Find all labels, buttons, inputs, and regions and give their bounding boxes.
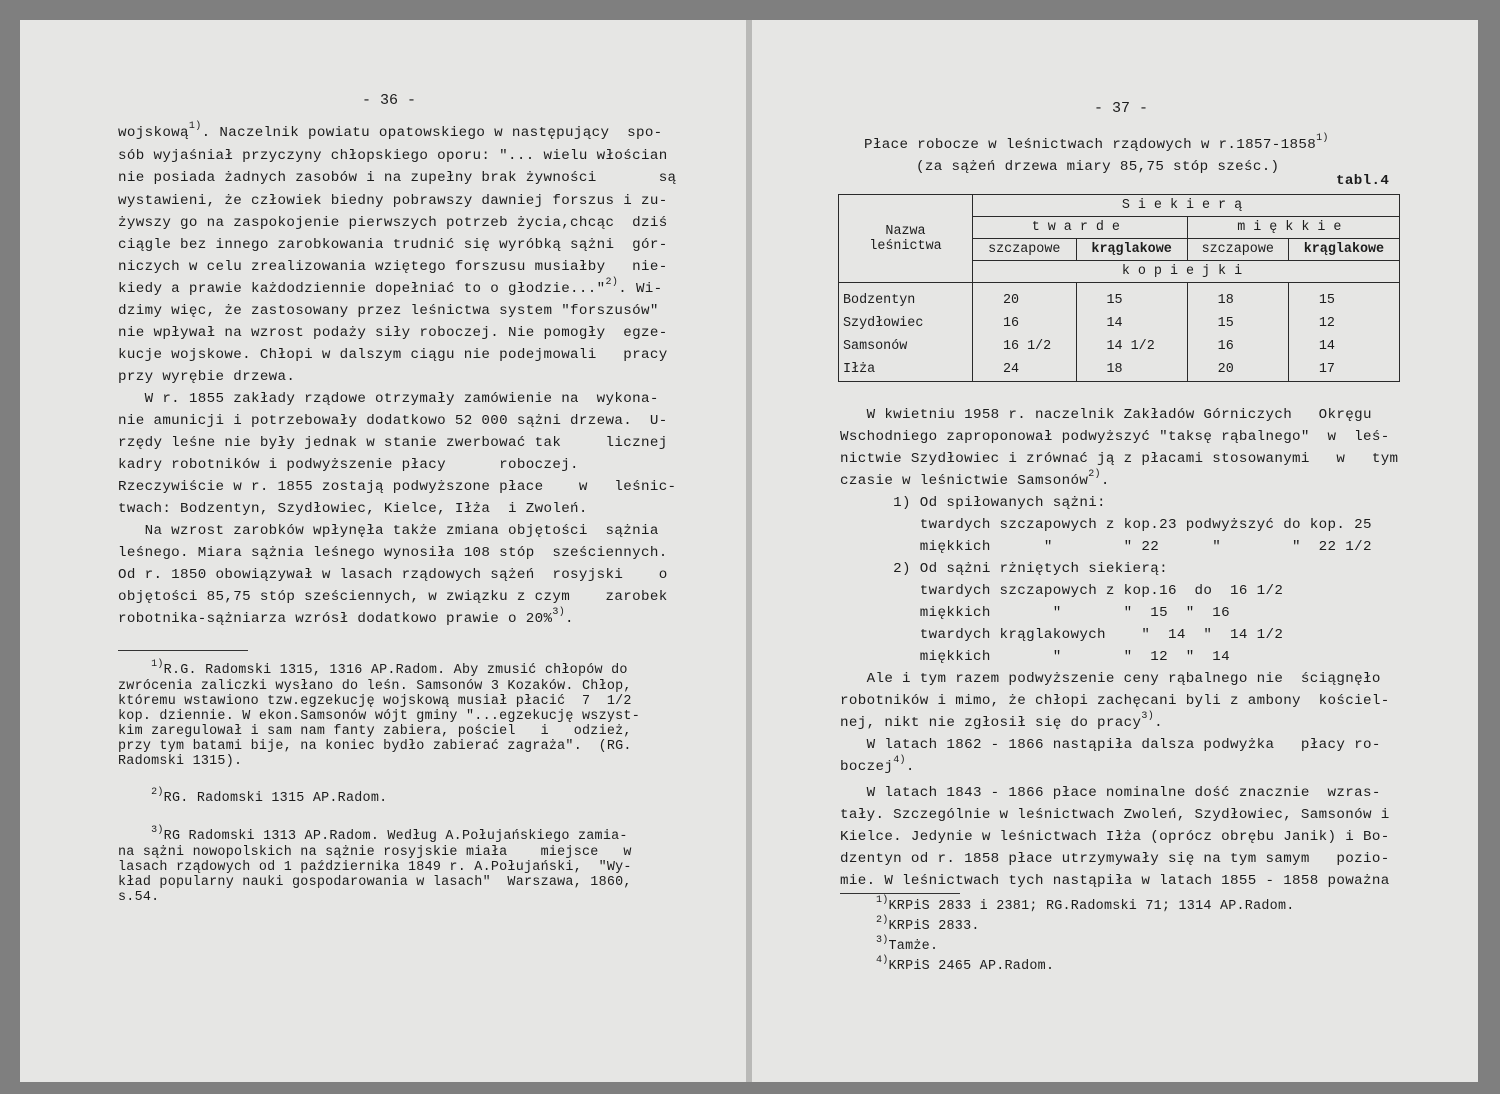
table-label: tabl.4 [1336,173,1390,189]
body-line: kadry robotników i podwyższenie płacy roboczej. [118,457,579,473]
body-line: Kielce. Jedynie w leśnictwach Iłża (oprócz obrębu Janik) i Bo- [840,829,1390,845]
footnote-line: kład popularny nauki gospodarowania w lasach" Warszawa, 1860, [118,875,632,890]
cell: 16 [1187,335,1288,358]
body-line: przy wyrębie drzewa. [118,369,296,385]
body-line: twardych krąglakowych " 14 " 14 1/2 [840,627,1284,643]
body-line: 1) Od spiłowanych sążni: [840,495,1106,511]
right-page [752,20,1478,1082]
col-header-twarde: twarde [973,217,1188,239]
footnote-line: kop. dziennie. W ekon.Samsonów wójt gminy "...egzekucję wszyst- [118,709,640,724]
col-header-name: Nazwa leśnictwa [839,195,973,283]
cell: 18 [1076,358,1187,382]
body-line: kiedy a prawie każdodziennie dopełniać to o głodzie..."$^{2)}$. Wi- [118,277,663,297]
body-line: dzentyn od r. 1858 płace utrzymywały się na tym samym pozio- [840,851,1390,867]
body-line: robotników i mimo, że chłopi zachęcani byli z ambony kościel- [840,693,1390,709]
body-line: miękkich " " 12 " 14 [840,649,1231,665]
body-line: Rzeczywiście w r. 1855 zostają podwyższone płace w leśnic- [118,479,677,495]
footnote-line: przy tym batami bije, na koniec bydło zabierać zagraża". (RG. [118,739,632,754]
body-line: żywszy go na zaspokojenie pierwszych potrzeb życia,chcąc dziś [118,215,668,231]
footnote-line: $^{2)}$RG. Radomski 1315 AP.Radom. [151,786,388,806]
body-line: niczych w celu zrealizowania wziętego forszusu musiałby nie- [118,259,668,275]
table-row [839,358,1400,382]
row-name: Iłża [839,358,973,382]
body-line: Ale i tym razem podwyższenie ceny rąbalnego nie ściągnęło [840,671,1381,687]
body-line: W latach 1862 - 1866 nastąpiła dalsza podwyżka płacy ro- [840,737,1381,753]
footnote-line: któremu wstawiono tzw.egzekucję wojskową musiał płacić 7 1/2 [118,694,632,709]
body-line: W latach 1843 - 1866 płace nominalne dość znacznie wzras- [840,785,1381,801]
cell: 20 [973,289,1077,312]
body-line: twach: Bodzentyn, Szydłowiec, Kielce, Iłża i Zwoleń. [118,501,588,517]
table-caption: Płace robocze w leśnictwach rządowych w r.1857-1858$^{1)}$ [864,133,1329,153]
col-header-miekkie: miękkie [1187,217,1399,239]
table-caption-sub: (za sążeń drzewa miary 85,75 stóp sześc.) [916,159,1280,175]
table-row [839,335,1400,358]
cell: 14 [1288,335,1399,358]
body-line: robotnika-sążniarza wzrósł dodatkowo prawie o 20%$^{3)}$. [118,607,574,627]
body-line: nie wpływał na wzrost podaży siły roboczej. Nie pomogły egze- [118,325,668,341]
cell: 24 [973,358,1077,382]
cell: 15 [1288,289,1399,312]
footnote-line: $^{1)}$R.G. Radomski 1315, 1316 AP.Radom. Aby zmusić chłopów do [151,658,628,678]
body-line: W kwietniu 1958 r. naczelnik Zakładów Górniczych Okręgu [840,407,1372,423]
body-line: Wschodniego zaproponował podwyższyć "taksę rąbalnego" w leś- [840,429,1390,445]
unit-header: kopiejki [973,261,1400,283]
body-line: kucje wojskowe. Chłopi w dalszym ciągu nie podejmowali pracy [118,347,668,363]
body-line: czasie w leśnictwie Samsonów$^{2)}$. [840,469,1110,489]
wage-table [838,194,1400,382]
footnote-line: kim zaregulował i sam nam fanty zabiera, pościel i odzież, [118,724,632,739]
page-number: - 36 - [362,92,417,109]
footnote-line: $^{3)}$RG Radomski 1313 AP.Radom. Według A.Połujańskiego zamia- [151,824,628,844]
left-page [20,20,746,1082]
body-line: rzędy leśne nie były jednak w stanie zwerbować tak licznej [118,435,668,451]
body-line: miękkich " " 22 " " 22 1/2 [840,539,1372,555]
cell: 15 [1187,312,1288,335]
table-row [839,289,1400,312]
col-header-group: Siekierą [973,195,1400,217]
body-line: wystawieni, że człowiek biedny pobrawszy dawniej forszus i zu- [118,193,668,209]
body-line: sób wyjaśniał przyczyny chłopskiego oporu: "... wielu włościan [118,148,668,164]
row-name: Samsonów [839,335,973,358]
body-line: boczej$^{4)}$. [840,755,915,775]
body-line: Na wzrost zarobków wpłynęła także zmiana objętości sążnia [118,523,659,539]
cell: 18 [1187,289,1288,312]
cell: 15 [1076,289,1187,312]
body-line: mie. W leśnictwach tych nastąpiła w latach 1855 - 1858 poważna [840,873,1390,889]
col-header-szczapowe: szczapowe [973,239,1077,261]
body-line: dzimy więc, że zastosowany przez leśnictwa system "forszusów" [118,303,659,319]
body-line: tały. Szczególnie w leśnictwach Zwoleń, Szydłowiec, Samsonów i [840,807,1390,823]
cell: 12 [1288,312,1399,335]
footnote-line: lasach rządowych od 1 października 1849 r. A.Połujański, "Wy- [118,860,632,875]
footnote-line: $^{1)}$KRPiS 2833 i 2381; RG.Radomski 71; 1314 AP.Radom. [876,894,1295,914]
cell: 20 [1187,358,1288,382]
row-name: Szydłowiec [839,312,973,335]
footnote-line: zwrócenia zaliczki wysłano do leśn. Samsonów 3 Kozaków. Chłop, [118,679,632,694]
cell: 17 [1288,358,1399,382]
footnote-separator [840,893,960,894]
footnote-line: $^{4)}$KRPiS 2465 AP.Radom. [876,954,1055,974]
footnote-line: s.54. [118,890,160,905]
cell: 14 [1076,312,1187,335]
col-header-kraglakowe: krąglakowe [1076,239,1187,261]
cell: 14 1/2 [1076,335,1187,358]
table-row [839,312,1400,335]
body-line: 2) Od sążni rżniętych siekierą: [840,561,1168,577]
row-name: Bodzentyn [839,289,973,312]
body-line: leśnego. Miara sążnia leśnego wynosiła 108 stóp sześciennych. [118,545,668,561]
footnote-line: Radomski 1315). [118,754,243,769]
body-line: Od r. 1850 obowiązywał w lasach rządowych sążeń rosyjski o [118,567,668,583]
body-line: wojskową$^{1)}$. Naczelnik powiatu opatowskiego w następujący spo- [118,121,663,141]
page-number: - 37 - [1094,100,1149,117]
body-line: twardych szczapowych z kop.16 do 16 1/2 [840,583,1284,599]
body-line: nej, nikt nie zgłosił się do pracy$^{3)}$. [840,711,1163,731]
body-line: miękkich " " 15 " 16 [840,605,1231,621]
body-line: W r. 1855 zakłady rządowe otrzymały zamówienie na wykona- [118,391,659,407]
col-header-szczapowe: szczapowe [1187,239,1288,261]
footnote-line: $^{2)}$KRPiS 2833. [876,914,980,934]
body-line: nie amunicji i potrzebowały dodatkowo 52 000 sążni drzewa. U- [118,413,668,429]
body-line: twardych szczapowych z kop.23 podwyższyć do kop. 25 [840,517,1372,533]
cell: 16 1/2 [973,335,1077,358]
col-header-kraglakowe: krąglakowe [1288,239,1399,261]
body-line: nie posiada żadnych zasobów i na zupełny brak żywności są [118,170,677,186]
body-line: objętości 85,75 stóp sześciennych, w związku z czym zarobek [118,589,668,605]
body-line: nictwie Szydłowiec i zrównać ją z płacami stosowanymi w tym [840,451,1399,467]
footnote-separator [118,650,248,651]
cell: 16 [973,312,1077,335]
footnote-line: $^{3)}$Tamże. [876,934,939,954]
footnote-line: na sążni nowopolskich na sążnie rosyjskie miała miejsce w [118,845,632,860]
body-line: ciągle bez innego zarobkowania trudnić się wyróbką sążni gór- [118,237,668,253]
